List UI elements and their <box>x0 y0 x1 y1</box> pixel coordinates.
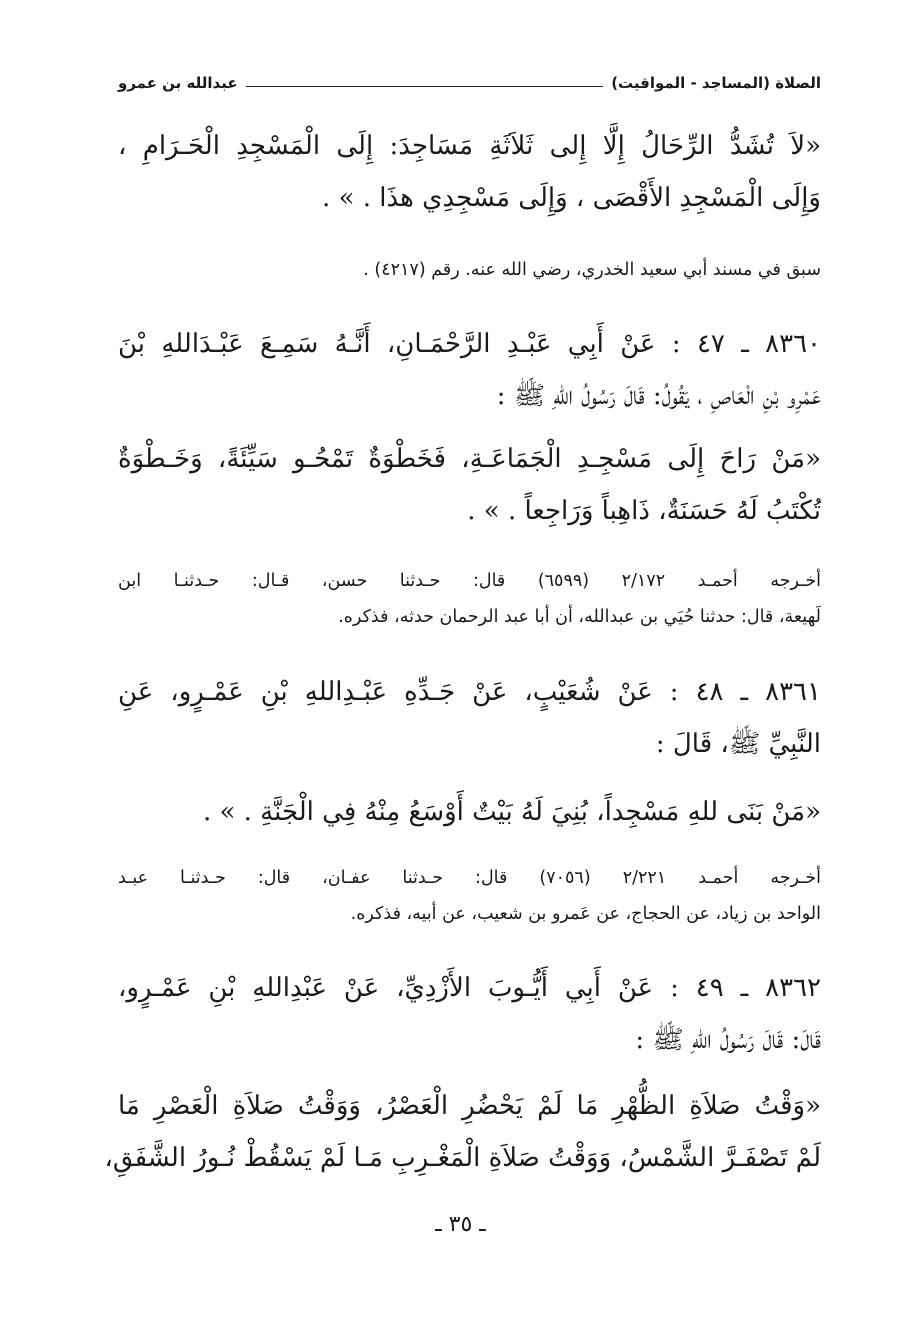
note-line: أخـرجه أحمـد ٢/١٧٢ (٦٥٩٩) قال: حـدثنا حسن، قـال: حـدثنـا ابن <box>118 571 822 591</box>
hadith-heading-2 <box>118 318 821 422</box>
text-line: لَمْ تَصْفَـرَّ الشَّمْسُ، وَوَقْتُ صَلاَةِ الْمَغْـرِبِ مَـا لَمْ يَسْقُطْ نُـورُ الشَّفَقِ، <box>104 1143 821 1173</box>
hadith-text-3 <box>118 786 821 838</box>
note-line: أخـرجه أحمـد ٢/٢٢١ (٧٠٥٦) قال: حـدثنا عفـان، قال: حـدثنـا عبـد <box>118 868 822 888</box>
text-line: النَّبِيِّ ﷺ، قَالَ : <box>655 729 821 759</box>
note-line: سبق في مسند أبي سعيد الخدري، رضي الله عنه. رقم (٤٢١٧) . <box>363 260 821 280</box>
note-1 <box>118 252 821 288</box>
text-line: «لاَ تُشَدُّ الرِّحَالُ إِلَّا إِلى ثَلاَثَةِ مَسَاجِدَ: إِلَى الْمَسْجِدِ الْحَـرَامِ ، <box>118 131 821 161</box>
header-author-title: عبدالله بن عمرو <box>118 74 238 92</box>
page-number: ـ ٣٥ ـ <box>435 1212 486 1237</box>
hadith-heading-4 <box>118 962 821 1066</box>
hadith-heading-3 <box>118 666 821 770</box>
text-line: «مَنْ رَاحَ إِلَى مَسْجِـدِ الْجَمَاعَـةِ، فَخَطْوَةٌ تَمْحُـو سَيِّئَةً، وَخَـطْوَةٌ <box>118 444 821 474</box>
note-line: الواحد بن زياد، عن الحجاج، عن عَمرو بن شعيب، عن أبيه، فذكره. <box>350 904 821 924</box>
note-2 <box>118 563 821 635</box>
note-3 <box>118 860 821 932</box>
text-line: ٨٣٦٢ ـ ٤٩ : عَنْ أَبِي أَيُّـوبَ الأَزْدِيِّ، عَنْ عَبْدِاللهِ بْنِ عَمْـرٍو، <box>118 973 821 1003</box>
header-section-title: الصلاة (المساجد - المواقيت) <box>611 74 821 92</box>
text-line: ٨٣٦٠ ـ ٤٧ : عَنْ أَبِي عَبْـدِ الرَّحْمَـانِ، أَنَّـهُ سَمِـعَ عَبْـدَاللهِ بْنَ <box>118 329 821 359</box>
note-line: لَهيعة، قال: حدثنا حُيَي بن عبدالله، أن أبا عبد الرحمان حدثه، فذكره. <box>338 607 821 627</box>
text-line: تُكْتَبُ لَهُ حَسَنَةٌ، ذَاهِباً وَرَاجِعاً . » . <box>467 496 821 526</box>
text-line: ٨٣٦١ ـ ٤٨ : عَنْ شُعَيْبٍ، عَنْ جَـدِّهِ عَبْـدِاللهِ بْنِ عَمْـرٍو، عَنِ <box>118 677 821 707</box>
text-line: وَإِلَى الْمَسْجِدِ الأَقْصَى ، وَإِلَى مَسْجِدِي هذَا . » . <box>322 183 821 213</box>
hadith-text-4 <box>104 1080 821 1184</box>
text-line: «مَنْ بَنَى للهِ مَسْجِداً، بُنِيَ لَهُ بَيْتٌ أَوْسَعُ مِنْهُ فِي الْجَنَّةِ . » . <box>202 797 821 827</box>
header-rule <box>246 86 604 87</box>
hadith-text-2 <box>118 433 821 537</box>
text-line: «وَقْتُ صَلاَةِ الظُّهْرِ مَا لَمْ يَحْضُرِ الْعَصْرُ، وَوَقْتُ صَلاَةِ الْعَصْرِ مَا <box>118 1091 821 1121</box>
hadith-text-1 <box>118 120 821 224</box>
text-line: عَمْرِو بْنِ الْعَاصِ ، يَقُولُ: قَالَ رَسُولُ اللهِ ﷺ : <box>496 381 821 411</box>
text-line: قَالَ: قَالَ رَسُولُ اللهِ ﷺ : <box>635 1025 821 1055</box>
running-header <box>118 68 821 98</box>
